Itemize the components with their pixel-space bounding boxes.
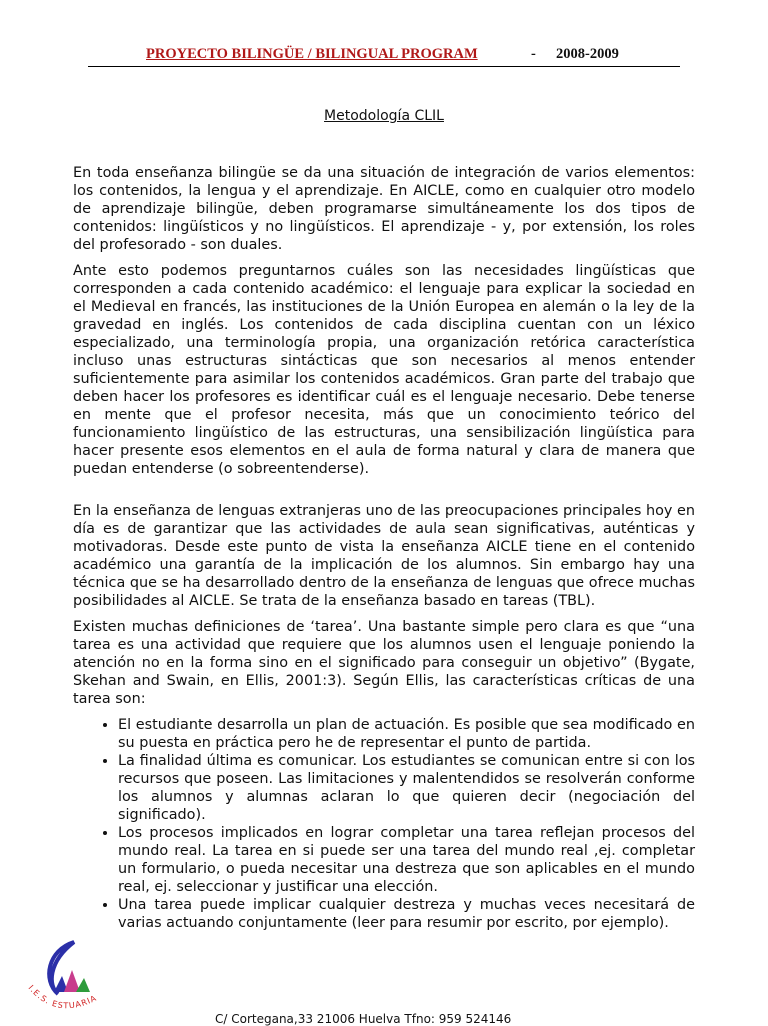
list-item: • El estudiante desarrolla un plan de actuación. Es posible que sea modificado en su puesta en práctica pero he de representar el punto de partida.: [118, 716, 695, 752]
logo-text: I.E.S. ESTUARIA: [26, 983, 99, 1011]
page-header: [88, 44, 680, 67]
paragraph-1: En toda enseñanza bilingüe se da una situación de integración de varios elementos: los contenidos, la lengua y el aprendizaje. En AICLE, como en cualquier otro modelo de aprendizaje bilingüe, deben programarse simultáneamente los dos tipos de contenidos: lingüísticos y no lingüísticos. El aprendizaje - y, por extensión, los roles del profesorado - son duales.: [73, 165, 695, 253]
paragraph-2: Ante esto podemos preguntarnos cuáles son las necesidades lingüísticas que corresponden a cada contenido académico: el lenguaje para explicar la sociedad en el Medieval en francés, las instituciones de la Unión Europea en alemán o la ley de la gravedad en inglés. Los contenidos de cada disciplina cuentan con un léxico especializado, una terminología propia, una organización retórica característica incluso unas estructuras sintácticas que son necesarios al menos entender suficientemente para asimilar los contenidos académicos. Gran parte del trabajo que deben hacer los profesores es identificar cuál es el lenguaje necesario. Debe tenerse en mente que el profesor necesita, más que un conocimiento teórico del funcionamiento lingüístico de las estructuras, una sensibilización lingüística para hacer presente esos elementos en el aula de forma natural y clara de manera que puedan entenderse (o sobreentenderse).: [73, 263, 695, 477]
list-item: • Una tarea puede implicar cualquier destreza y muchas veces necesitará de varias actuando conjuntamente (leer para resumir por escrito, por ejemplo).: [118, 896, 695, 932]
document-body: [73, 164, 695, 932]
logo-magenta-triangle: [64, 970, 80, 992]
header-separator: -: [531, 46, 536, 62]
paragraph-4: Existen muchas definiciones de ‘tarea’. Una bastante simple pero clara es que “una tarea es una actividad que requiere que los alumnos usen el lenguaje poniendo la atención no en la forma sino en el significado para conseguir un objetivo” (Bygate, Skehan and Swain, en Ellis, 2001:3). Según Ellis, las características críticas de una tarea son:: [73, 619, 695, 707]
page-title-text: Metodología CLIL: [324, 108, 444, 124]
paragraph-3: En la enseñanza de lenguas extranjeras uno de las preocupaciones principales hoy en día es de garantizar que las actividades de aula sean significativas, auténticas y motivadoras. Desde este punto de vista la enseñanza AICLE tiene en el contenido académico una garantía de la implicación de los alumnos. Sin embargo hay una técnica que se ha desarrollado dentro de la enseñanza de lenguas que ofrece muchas posibilidades al AICLE. Se trata de la enseñanza basado en tareas (TBL).: [73, 503, 695, 609]
list-item: • La finalidad última es comunicar. Los estudiantes se comunican entre si con los recursos que poseen. Las limitaciones y malentendidos se resolverán conforme los alumnos y alumnas aclaran lo que quieren decir (negociación del significado).: [118, 752, 695, 824]
program-title: PROYECTO BILINGÜE / BILINGUAL PROGRAM: [146, 46, 478, 62]
list-item: • Los procesos implicados en lograr completar una tarea reflejan procesos del mundo real. La tarea en si puede ser una tarea del mundo real ,ej. completar un formulario, o pueda necesitar una destreza que son aplicables en el mundo real, ej. seleccionar y justificar una elección.: [118, 824, 695, 896]
task-characteristics-list: [73, 716, 695, 932]
school-logo: [18, 940, 110, 1020]
page-title: [0, 108, 768, 124]
school-year: 2008-2009: [556, 46, 619, 62]
footer-address: C/ Cortegana,33 21006 Huelva Tfno: 959 524146: [215, 1012, 512, 1026]
logo-green-triangle: [76, 978, 90, 992]
